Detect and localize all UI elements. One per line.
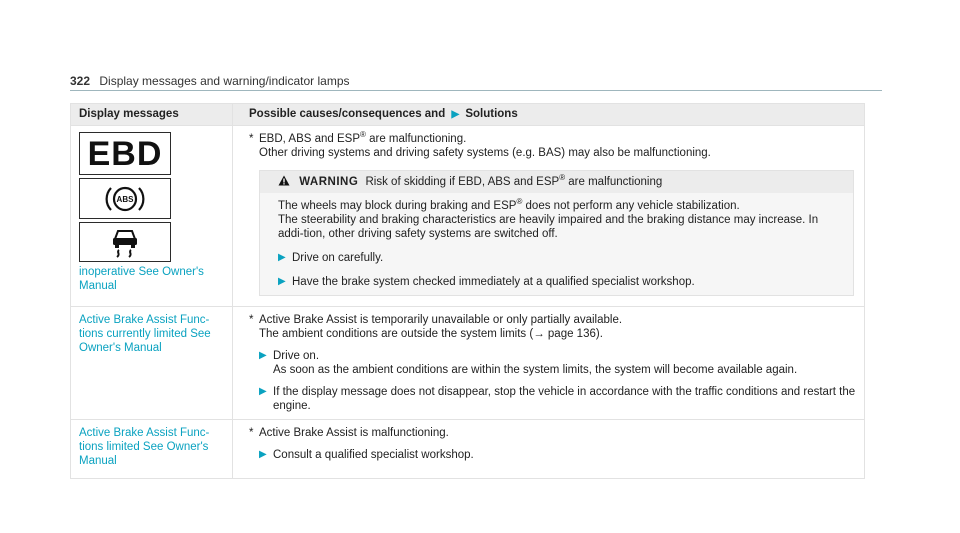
play-arrow-icon: ▶	[259, 350, 267, 361]
col-header-solutions-text: Solutions	[465, 108, 518, 120]
col-header-causes-text: Possible causes/consequences and	[249, 108, 446, 120]
warning-box	[259, 170, 854, 296]
esp-symbol-svg	[107, 225, 143, 259]
row2-message-text: Active Brake Assist Func-tions currently limited See Owner's Manual	[79, 314, 211, 354]
row1-causes-cell	[233, 126, 865, 307]
esp-skid-icon	[79, 222, 171, 262]
warning-title: Risk of skidding if EBD, ABS and ESP	[365, 176, 560, 188]
col-header-display-messages: Display messages	[71, 104, 233, 126]
row2-step-2: ▶ If the display message does not disappear, stop the vehicle in accordance with the traffic conditions and restart the engine.	[259, 386, 856, 412]
header-rule	[70, 90, 882, 91]
row2-step-1: ▶ Drive on. As soon as the ambient conditions are within the system limits, the system will become available again.	[259, 350, 798, 376]
table-row	[71, 126, 865, 307]
abs-symbol-svg	[103, 182, 147, 216]
ebd-icon	[79, 132, 171, 175]
table-row	[71, 307, 865, 420]
ebd-icon-label: EBD	[87, 134, 163, 173]
row2-cause-line1: * Active Brake Assist is temporarily unavailable or only partially available.	[249, 314, 623, 326]
asterisk: *	[249, 314, 254, 326]
table-header-row	[71, 104, 865, 126]
col-header-causes	[233, 104, 865, 126]
abs-icon-label: ABS	[116, 194, 134, 204]
warning-step-2: ▶ Have the brake system checked immediately at a qualified specialist workshop.	[278, 276, 695, 288]
row3-cause-line1: * Active Brake Assist is malfunctioning.	[249, 427, 449, 439]
warning-label: WARNING	[299, 176, 359, 188]
warning-body	[260, 193, 853, 295]
page-number: 322	[70, 74, 91, 88]
table-row	[71, 420, 865, 479]
play-arrow-icon: ▶	[259, 449, 267, 460]
play-arrow-icon: ▶	[451, 109, 460, 120]
row3-message-text: Active Brake Assist Func-tions limited See Owner's Manual	[79, 427, 210, 467]
asterisk: *	[249, 133, 254, 145]
row1-cause-line2: Other driving systems and driving safety systems (e.g. BAS) may also be malfunctioning.	[259, 147, 711, 159]
row3-message-cell	[71, 420, 233, 479]
warning-triangle-icon	[278, 175, 290, 186]
warning-body-line1: The wheels may block during braking and ESP® does not perform any vehicle stabilization.	[278, 197, 740, 212]
play-arrow-icon: ▶	[278, 252, 286, 263]
row2-message-cell	[71, 307, 233, 420]
page-header	[70, 74, 350, 88]
row2-causes-cell	[233, 307, 865, 420]
warning-header: WARNING Risk of skidding if EBD, ABS and ESP® are malfunctioning	[260, 171, 853, 193]
asterisk: *	[249, 427, 254, 439]
abs-icon	[79, 178, 171, 219]
page-header-title: Display messages and warning/indicator lamps	[99, 74, 350, 88]
display-messages-table	[70, 103, 865, 479]
row3-causes-cell	[233, 420, 865, 479]
warning-body-line2: The steerability and braking characteristics are heavily impaired and the braking distance may increase. In addi-tion, other driving safety systems are switched off.	[278, 214, 819, 240]
row1-cause-line1: * EBD, ABS and ESP® are malfunctioning.	[249, 130, 467, 145]
row2-cause-line2: The ambient conditions are outside the system limits (→ page 136).	[259, 328, 603, 340]
row1-message-cell	[71, 126, 233, 307]
play-arrow-icon: ▶	[259, 386, 267, 397]
play-arrow-icon: ▶	[278, 276, 286, 287]
row1-message-text: inoperative See Owner's Manual	[79, 266, 204, 292]
row3-step-1: ▶ Consult a qualified specialist workshop.	[259, 449, 474, 461]
warning-step-1: ▶ Drive on carefully.	[278, 252, 384, 264]
